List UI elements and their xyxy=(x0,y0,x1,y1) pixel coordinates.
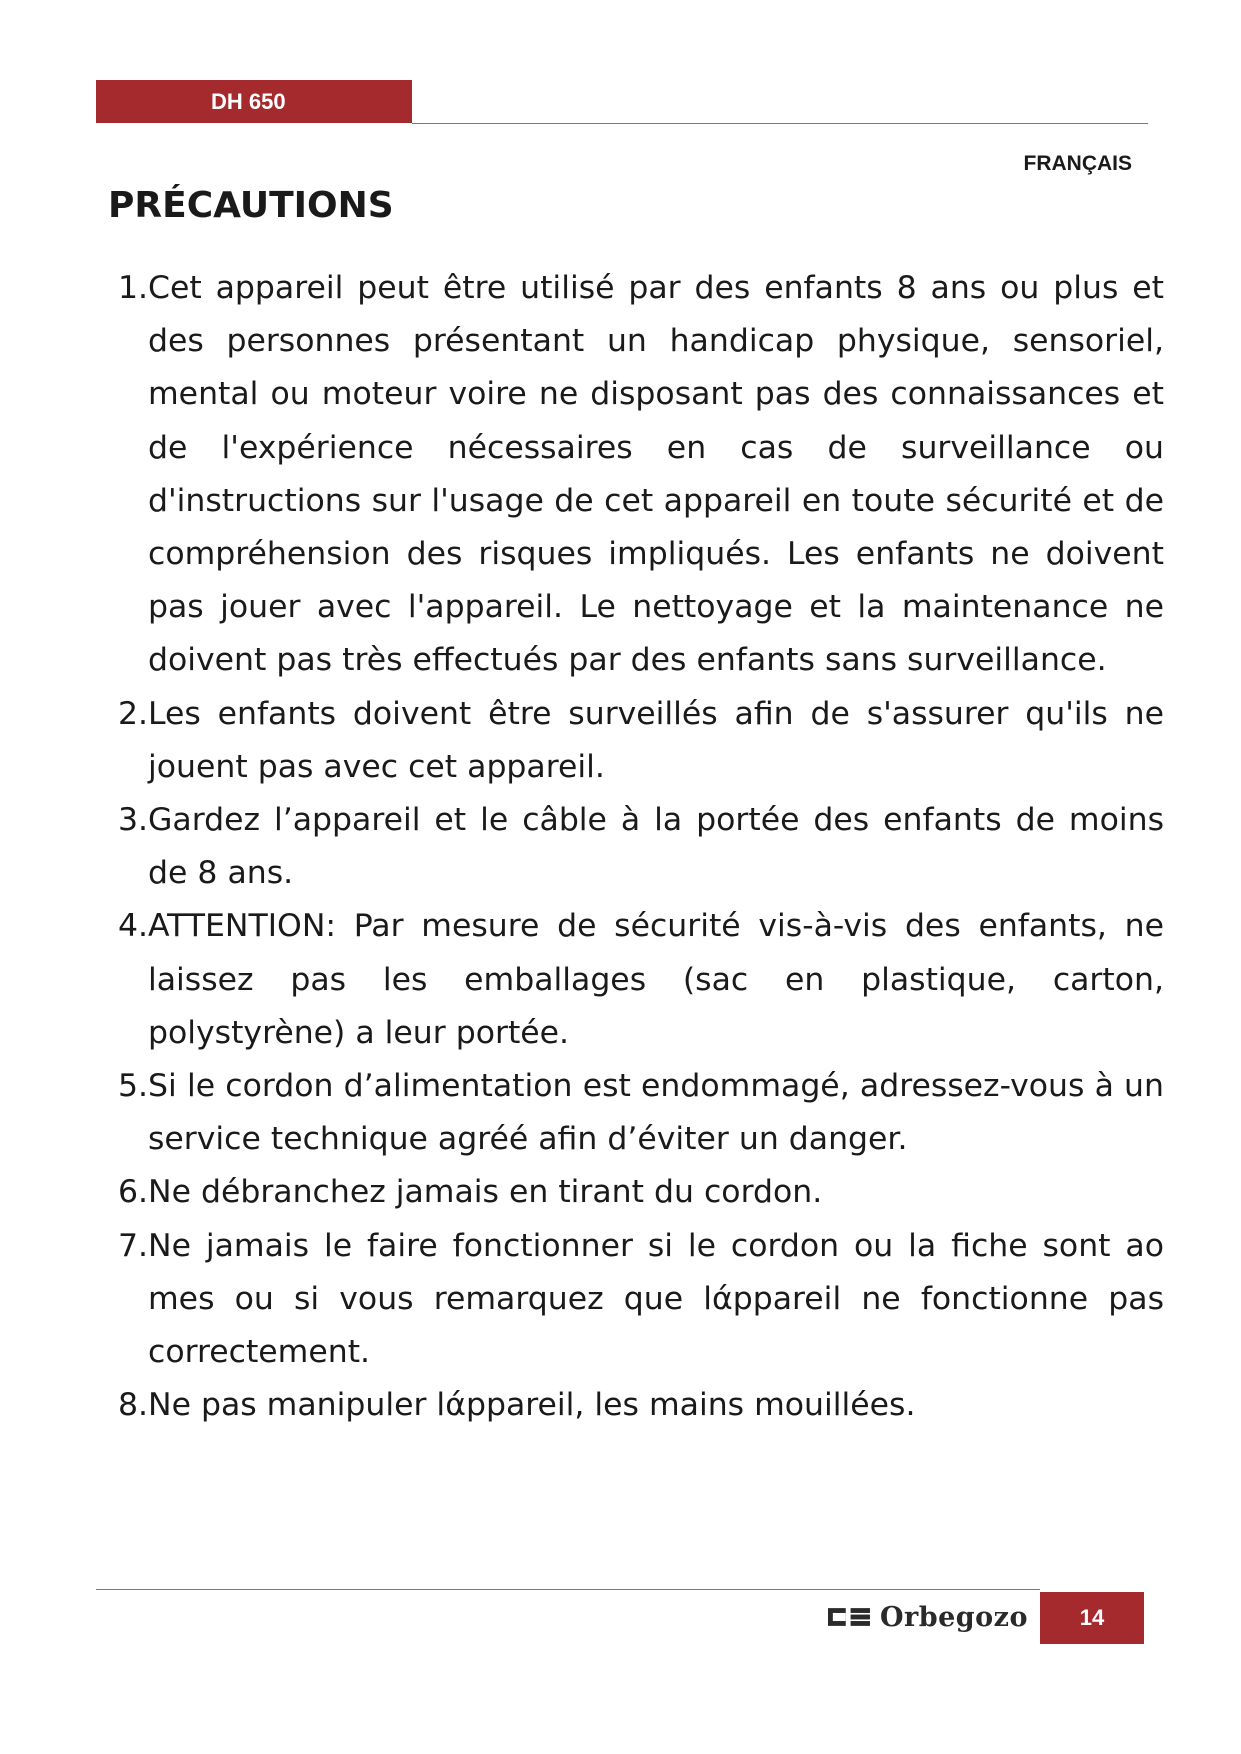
item-number: 4. xyxy=(117,908,148,945)
page-number: 14 xyxy=(1040,1592,1144,1644)
language-label: FRANÇAIS xyxy=(1023,152,1132,175)
item-text: Gardez l’appareil et le câble à la portée des enfants de moins de 8 ans. xyxy=(148,802,1164,892)
list-item xyxy=(108,262,1164,688)
page-title: PRÉCAUTIONS xyxy=(108,185,394,226)
brand-wordmark: Orbegozo xyxy=(879,1601,1028,1633)
item-number: 5. xyxy=(117,1068,148,1105)
item-number: 3. xyxy=(117,802,148,839)
brand-mark-icon xyxy=(828,1604,870,1630)
item-number: 6. xyxy=(117,1174,148,1211)
item-text: Ne jamais le faire fonctionner si le cordon ou la fiche sont ao mes ou si vous remarquez que lάppareil ne fonctionne pas correctement. xyxy=(148,1227,1164,1371)
item-text: Ne pas manipuler lάppareil, les mains mouillées. xyxy=(148,1387,916,1424)
list-item xyxy=(108,1379,1164,1432)
brand-logo xyxy=(828,1595,1028,1639)
model-tab xyxy=(96,80,412,123)
list-item xyxy=(108,794,1164,900)
list-item xyxy=(108,1220,1164,1380)
item-text: Cet appareil peut être utilisé par des enfants 8 ans ou plus et des personnes présentant un handicap physique, sensoriel, mental ou moteur voire ne disposant pas des connaissances et de l'expérience nécessaires en cas de surveillance ou d'instructions sur l'usage de cet appareil en toute sécurité et de compréhension des risques impliqués. Les enfants ne doivent pas jouer avec l'appareil. Le nettoyage et la maintenance ne doivent pas très effectués par des enfants sans surveillance. xyxy=(148,270,1164,679)
item-number: 1. xyxy=(117,270,148,306)
item-number: 7. xyxy=(117,1227,148,1264)
list-item xyxy=(108,900,1164,1060)
item-text: Ne débranchez jamais en tirant du cordon. xyxy=(148,1174,823,1211)
list-item xyxy=(108,1166,1164,1219)
list-item xyxy=(108,1060,1164,1166)
footer-divider xyxy=(96,1589,1040,1590)
item-number: 2. xyxy=(117,695,148,732)
item-text: Les enfants doivent être surveillés afin de s'assurer qu'ils ne jouent pas avec cet appareil. xyxy=(148,695,1164,785)
model-label: DH 650 xyxy=(211,89,286,114)
precautions-list xyxy=(108,262,1164,1432)
item-text: Si le cordon d’alimentation est endommagé, adressez-vous à un service technique agréé afin d’éviter un danger. xyxy=(148,1068,1164,1158)
list-item xyxy=(108,688,1164,794)
header-divider xyxy=(412,123,1148,124)
item-text: ATTENTION: Par mesure de sécurité vis-à-vis des enfants, ne laissez pas les emballages (sac en plastique, carton, polystyrène) a leur portée. xyxy=(148,908,1164,1051)
item-number: 8. xyxy=(117,1387,148,1424)
